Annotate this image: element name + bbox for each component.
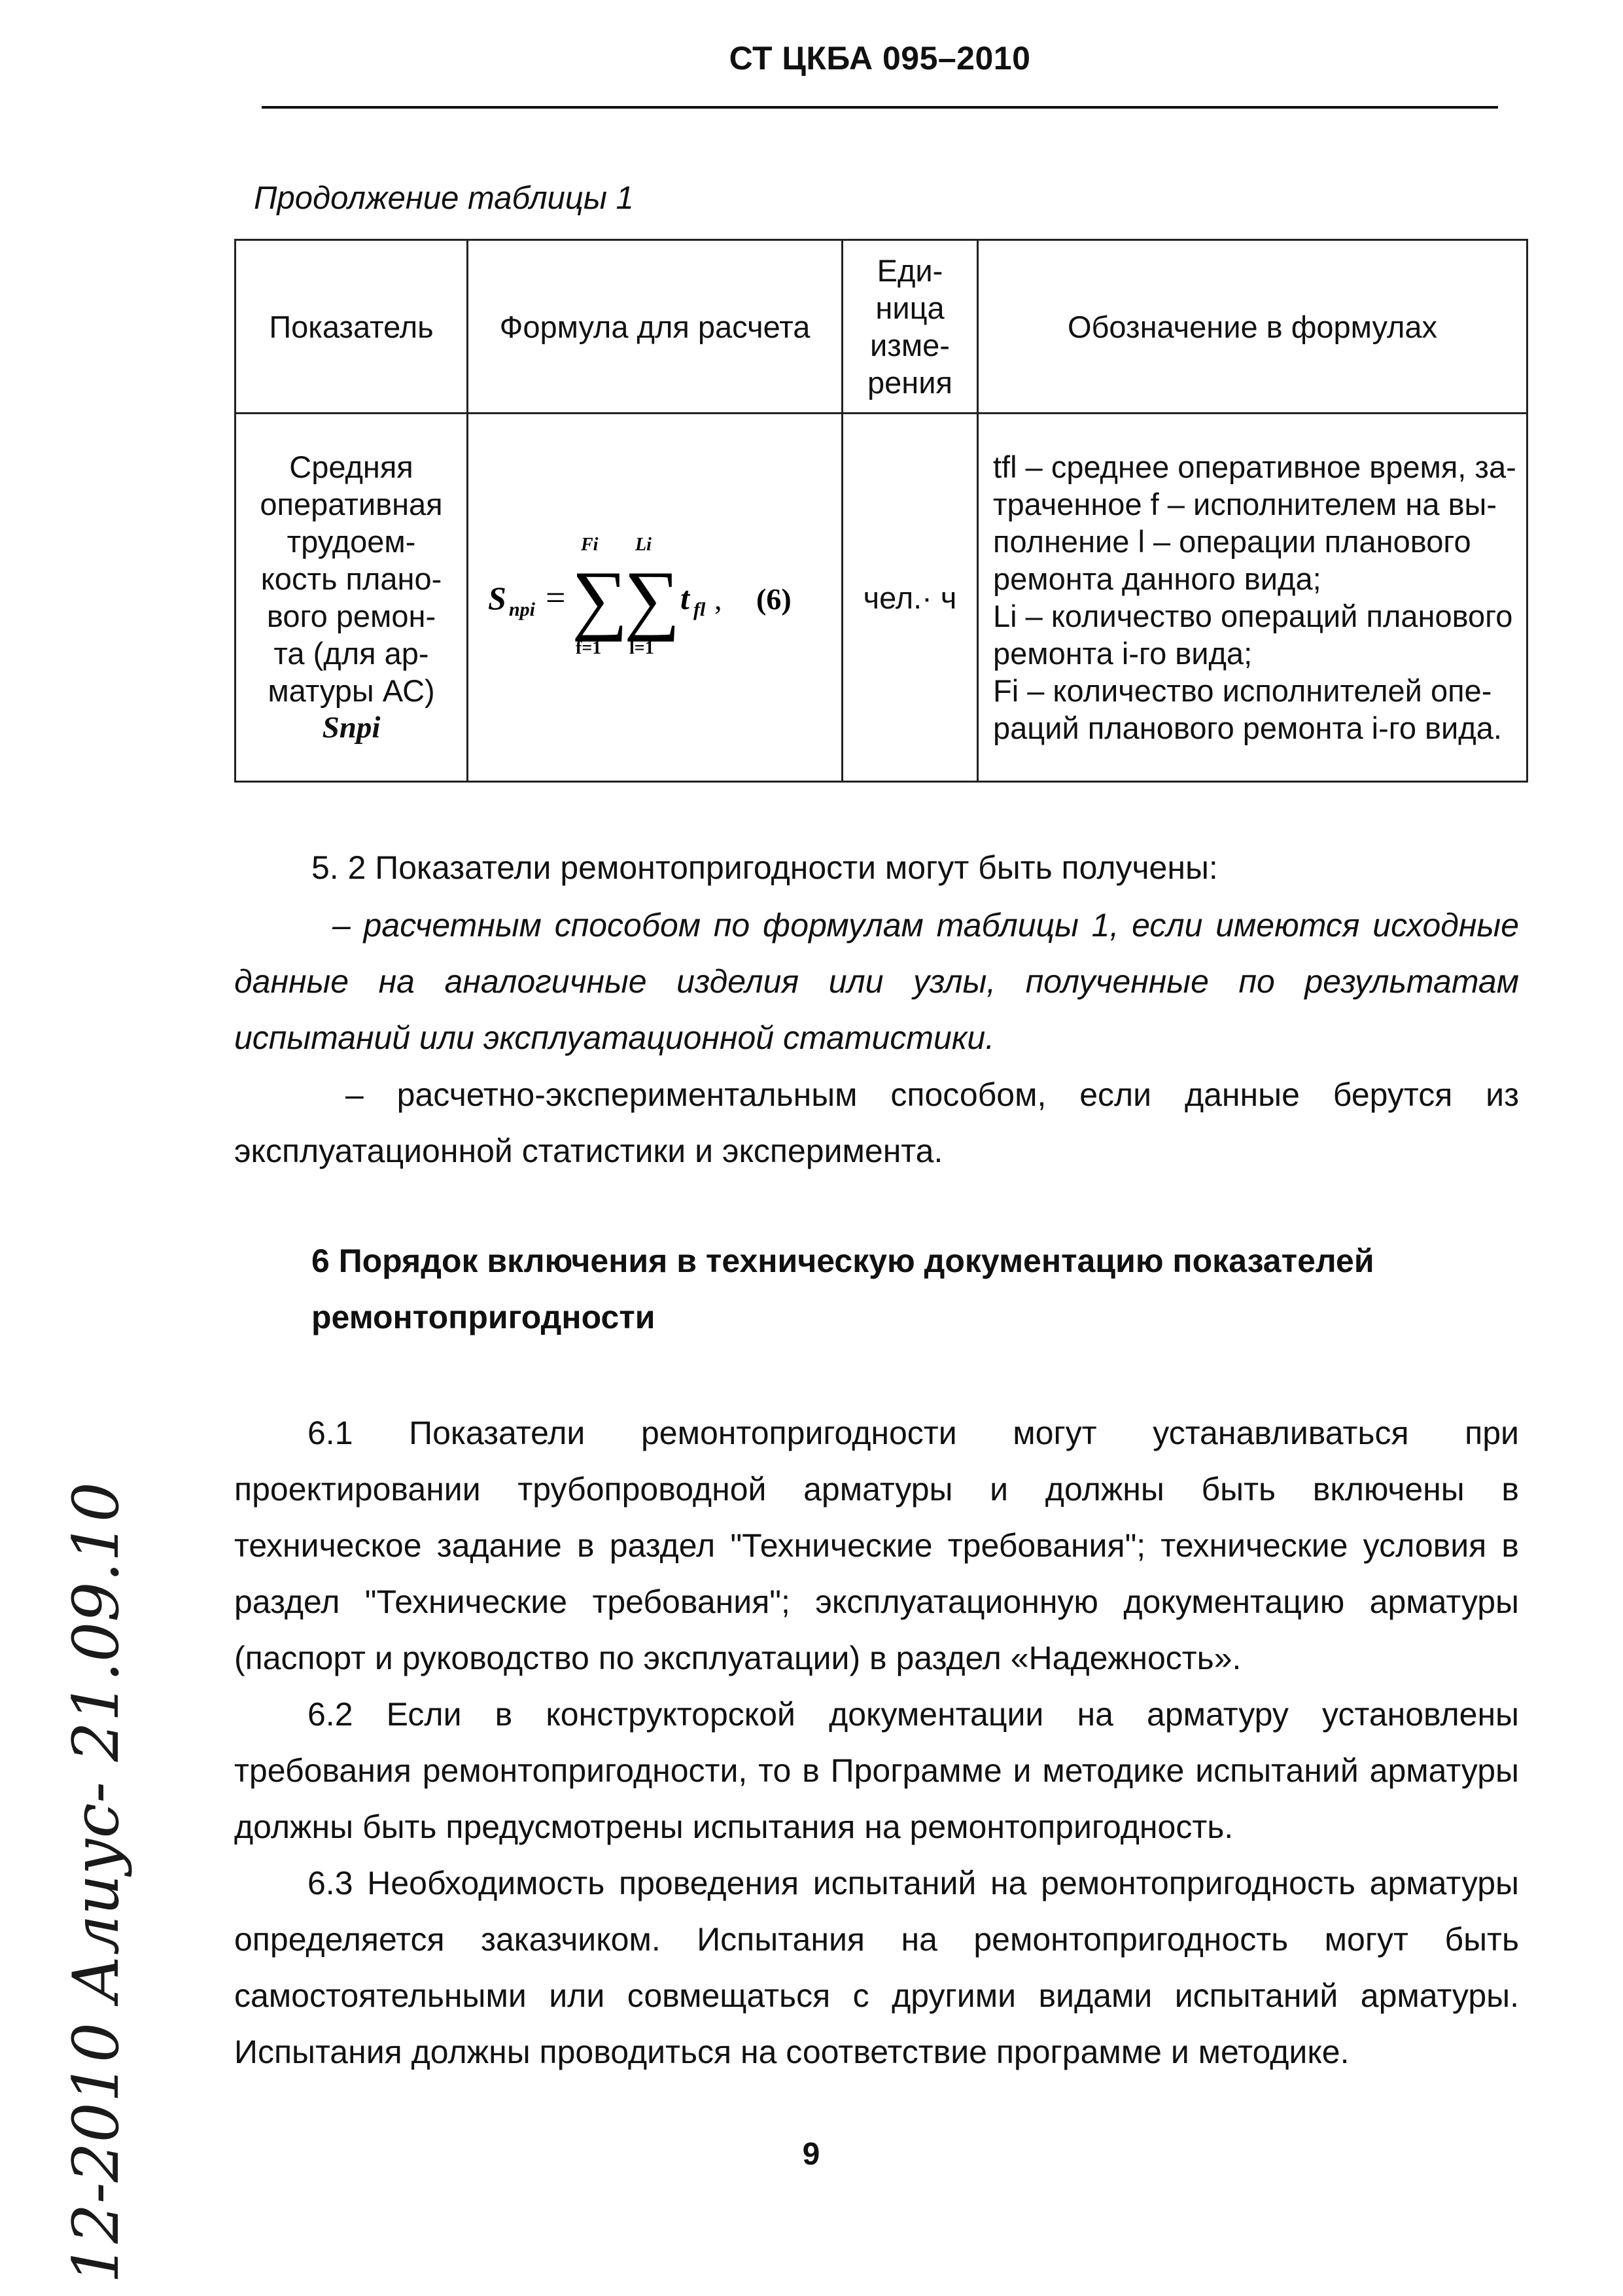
- formula-lower-limit-1: f=1: [576, 638, 602, 658]
- notation-line: траченное f – исполнителем на вы-: [993, 487, 1497, 521]
- notation-line: ремонта i-го вида;: [993, 636, 1253, 671]
- notation-cell: [978, 414, 1527, 782]
- header-formula: Формула для расчета: [468, 240, 843, 414]
- indicator-line: Средняя: [289, 450, 413, 484]
- formula-term: t: [680, 580, 689, 616]
- formula-equals: =: [546, 578, 566, 617]
- document-header: СТ ЦКБА 095–2010: [729, 40, 1031, 77]
- paragraph-5-2: 5. 2 Показатели ремонтопригодности могут быть получены:: [311, 849, 1218, 886]
- paragraph-6-3: 6.3 Необходимость проведения испытаний на ремонтопригодность арматуры определяется заказчиком. Испытания на ремонтопригодность могут быть самостоятельными или совмещаться с другими видами испытаний арматуры. Испытания должны проводиться на соответствие программе и методике.: [234, 1865, 1519, 2070]
- header-unit-line: рения: [867, 365, 952, 400]
- notation-line: tfl – среднее оперативное время, за-: [993, 450, 1516, 484]
- formula-cell: [468, 414, 843, 782]
- formula-term-subscript: fl: [693, 599, 706, 620]
- formula-upper-limit-2: Li: [635, 535, 652, 555]
- indicator-table: [234, 239, 1528, 783]
- indicator-symbol: Sпрi: [322, 711, 381, 745]
- formula-lhs: S: [488, 580, 506, 616]
- table-header-row: [236, 240, 1527, 414]
- paragraph-5-2-experimental: – расчетно-экспериментальным способом, если данные берутся из эксплуатационной статистики и эксперимента.: [234, 1076, 1519, 1169]
- header-unit-line: ница: [875, 291, 945, 325]
- header-notation: Обозначение в формулах: [978, 240, 1527, 414]
- indicator-line: та (для ар-: [273, 636, 429, 671]
- paragraph-6-1: 6.1 Показатели ремонтопригодности могут устанавливаться при проектировании трубопроводной арматуры и должны быть включены в техническое задание в раздел "Технические требования"; технические условия в раздел "Технические требования"; эксплуатационную документацию арматуры (паспорт и руководство по эксплуатации) в раздел «Надежность».: [234, 1415, 1519, 1676]
- formula-upper-limit-1: Fi: [581, 535, 599, 555]
- indicator-line: матуры АС): [268, 673, 435, 708]
- indicator-line: вого ремон-: [266, 599, 436, 633]
- paragraph-6-2: 6.2 Если в конструкторской документации на арматуру установлены требования ремонтопригодности, то в Программе и методике испытаний арматуры должны быть предусмотрены испытания на ремонтопригодность.: [234, 1696, 1519, 1845]
- table-caption: Продолжение таблицы 1: [254, 181, 634, 216]
- indicator-line: оперативная: [260, 487, 443, 521]
- header-unit-line: Еди-: [877, 253, 943, 288]
- formula-lower-limit-2: l=1: [629, 638, 654, 658]
- header-indicator: Показатель: [236, 240, 468, 414]
- formula-comma: ,: [714, 582, 722, 616]
- handwritten-annotation: [20, 1439, 164, 2290]
- header-unit: [843, 240, 978, 414]
- notation-line: Li – количество операций планового: [993, 599, 1513, 633]
- notation-line: полнение l – операции планового: [993, 524, 1471, 559]
- notation-line: Fi – количество исполнителей опе-: [993, 673, 1492, 708]
- sum-symbol-2: ∑: [624, 555, 680, 642]
- paragraph-5-2-calculated: – расчетным способом по формулам таблицы 1, если имеются исходные данные на аналогичные изделия или узлы, полученные по результатам испытаний или эксплуатационной статистики.: [234, 907, 1519, 1056]
- section-6-title-line-1: 6 Порядок включения в техническую документацию показателей: [311, 1243, 1374, 1279]
- table-row: [236, 414, 1527, 782]
- sum-symbol-1: ∑: [572, 555, 628, 642]
- section-6-title-line-2: ремонтопригодности: [311, 1299, 655, 1335]
- page-number: 9: [802, 2137, 820, 2172]
- formula-number: (6): [756, 582, 792, 616]
- indicator-line: трудоем-: [287, 524, 416, 559]
- header-unit-line: изме-: [870, 328, 950, 362]
- notation-line: раций планового ремонта i-го вида.: [993, 711, 1502, 745]
- header-rule: [262, 106, 1498, 109]
- handwritten-note-text: 12-2010 Алиус- 21.09.10: [60, 1482, 133, 2284]
- notation-line: ремонта данного вида;: [993, 561, 1321, 596]
- formula-lhs-subscript: npi: [509, 599, 536, 620]
- formula-6: [468, 499, 841, 696]
- unit-cell: чел.· ч: [843, 414, 978, 782]
- indicator-cell: [236, 414, 468, 782]
- indicator-line: кость плано-: [260, 561, 442, 596]
